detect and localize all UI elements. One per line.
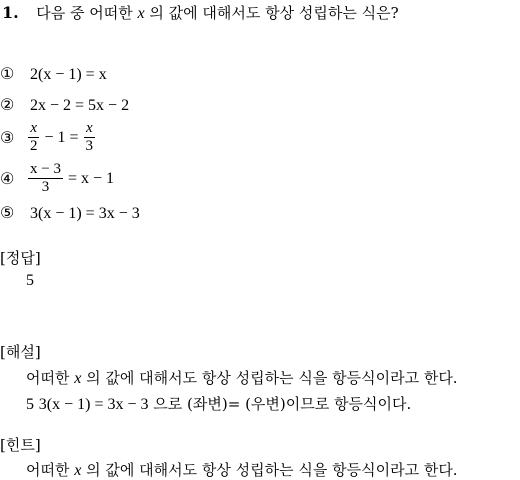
explanation-line-2 (26, 393, 411, 414)
hint-line-b: 의 값에 대해서도 항상 성립하는 식을 항등식이라고 한다. (86, 461, 458, 479)
question-number: 1. (2, 3, 19, 22)
choice-5-mark: ⑤ (0, 205, 15, 222)
hint-line (26, 459, 458, 480)
explanation-line-2-number: 5 (26, 396, 34, 413)
question-line (2, 2, 399, 23)
choice-5-expr: 3(x − 1) = 3x − 3 (30, 205, 140, 222)
choice-3-frac2-denominator: 3 (85, 138, 94, 154)
choice-4-frac-denominator: 3 (41, 179, 50, 195)
choice-1-expr: 2(x − 1) = x (30, 66, 107, 83)
hint-line-a: 어떠한 (26, 461, 70, 479)
explanation-line-1 (26, 367, 458, 388)
answer-value: 5 (26, 272, 34, 289)
hint-label: [힌트] (0, 436, 41, 454)
choice-3-frac1-denominator: 2 (30, 138, 38, 154)
choice-3-mark: ③ (0, 129, 15, 147)
choice-1-mark: ① (0, 66, 15, 83)
choice-2-expr: 2x − 2 = 5x − 2 (30, 97, 130, 114)
explanation-line-1-b: 의 값에 대해서도 항상 성립하는 식을 항등식이라고 한다. (86, 369, 458, 387)
choice-3-fraction-1 (28, 120, 40, 155)
choice-2-mark: ② (0, 97, 15, 114)
choice-3-frac2-numerator: x (85, 120, 93, 136)
choice-4-mark: ④ (0, 170, 15, 188)
answer-label: [정답] (0, 249, 41, 267)
hint-line-variable: x (74, 462, 82, 479)
explanation-line-1-a: 어떠한 (26, 369, 70, 387)
choice-4-rest: = x − 1 (67, 169, 115, 187)
explanation-line-1-variable: x (74, 370, 82, 387)
choice-4[interactable] (0, 161, 114, 196)
choice-2[interactable] (0, 95, 129, 115)
choice-1[interactable] (0, 64, 107, 84)
choice-3-fraction-2 (84, 120, 96, 155)
choice-4-fraction (28, 161, 63, 196)
choice-3-middle: − 1 = (44, 128, 79, 146)
choice-3[interactable] (0, 120, 97, 155)
question-variable: x (137, 5, 145, 22)
choice-3-frac1-numerator: x (30, 120, 38, 136)
question-text-b: 의 값에 대해서도 항상 성립하는 식은? (149, 4, 399, 22)
choice-5[interactable] (0, 203, 140, 223)
choice-4-frac-numerator: x − 3 (30, 161, 61, 177)
question-text-a: 다음 중 어떠한 (36, 4, 133, 22)
explanation-line-2-text: 으로 (좌변)= (우변)이므로 항등식이다. (153, 395, 412, 413)
explanation-label: [해설] (0, 343, 41, 361)
explanation-line-2-expr: 3(x − 1) = 3x − 3 (38, 396, 149, 413)
